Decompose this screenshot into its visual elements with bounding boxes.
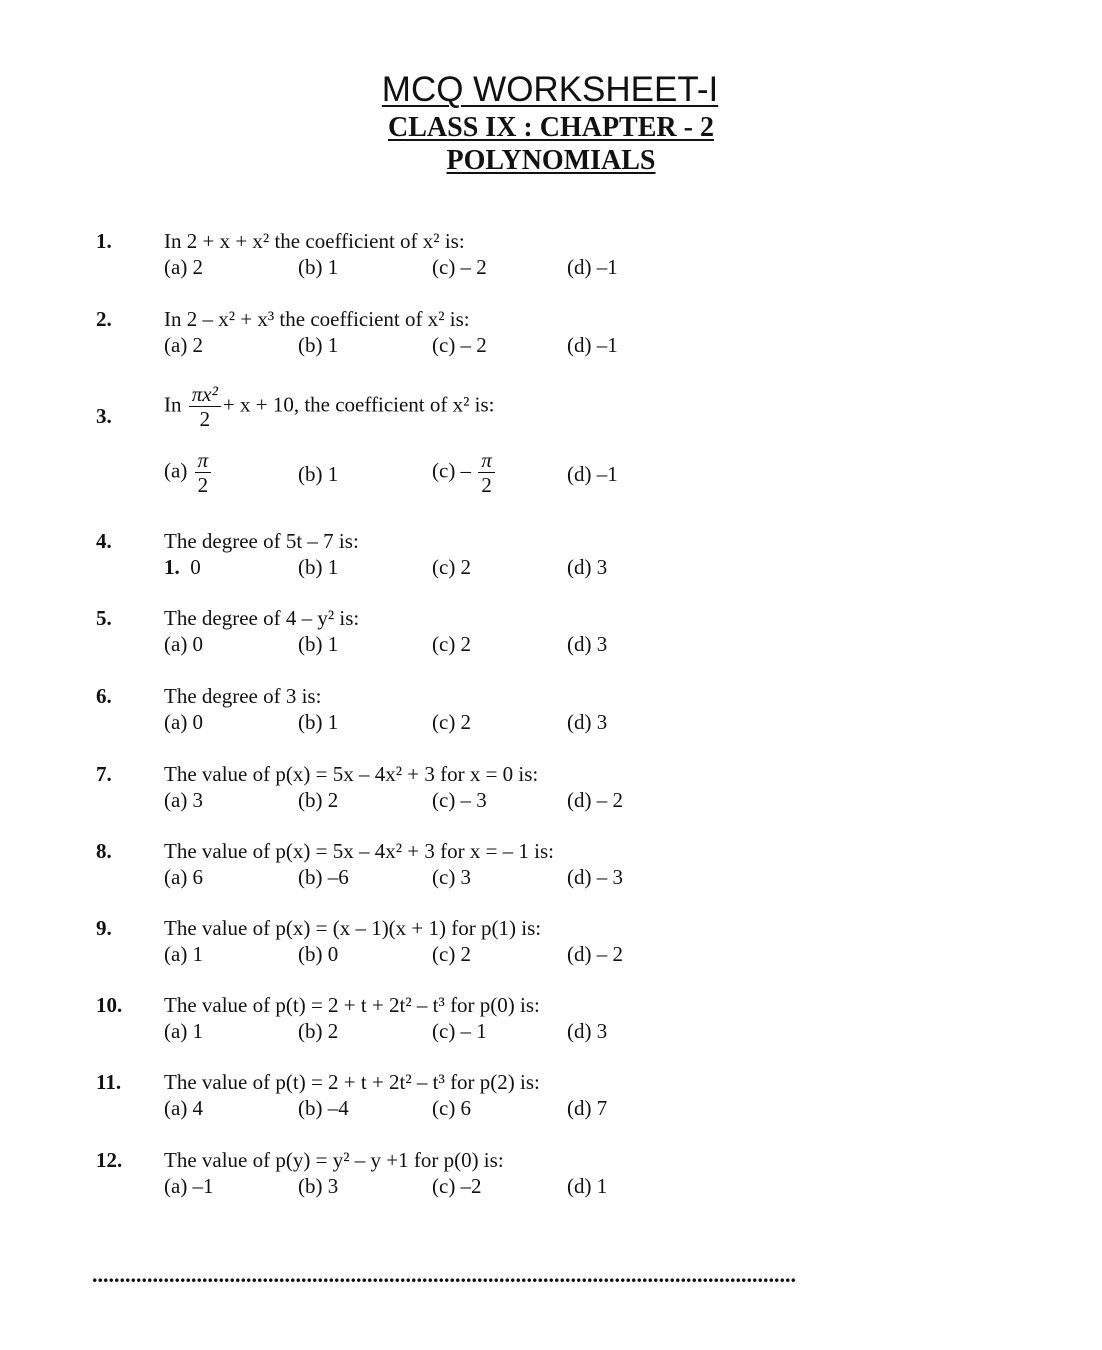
option-b: (b) 2 [298, 1019, 339, 1043]
option-number: 1. [164, 555, 180, 579]
question-number: 10. [96, 993, 123, 1017]
question-text: In 2 – x² + x³ the coefficient of x² is: [164, 307, 470, 331]
option-c: (c) – 2 [432, 255, 487, 279]
question-4 [0, 529, 1080, 589]
option-a: (a) 6 [164, 865, 204, 889]
question-number: 4. [96, 529, 112, 553]
question-text: The value of p(x) = 5x – 4x² + 3 for x = 0 is: [164, 762, 539, 786]
option-d: (d) –1 [567, 333, 618, 357]
option-b: (b) 1 [298, 632, 339, 656]
option-label: (a) [164, 458, 188, 483]
option-b: (b) 3 [298, 1174, 339, 1198]
option-d: (d) 3 [567, 632, 608, 656]
question-11 [0, 1070, 1080, 1130]
question-text: The degree of 4 – y² is: [164, 606, 360, 630]
fraction-numerator: πx² [189, 382, 221, 407]
option-a [164, 448, 213, 497]
option-a: (a) 2 [164, 255, 204, 279]
question-3 [0, 382, 1080, 497]
option-c: (c) 2 [432, 632, 472, 656]
option-b: (b) 1 [298, 462, 339, 486]
question-text: The value of p(x) = (x – 1)(x + 1) for p(1) is: [164, 916, 542, 940]
option-b: (b) 2 [298, 788, 339, 812]
question-text: In 2 + x + x² the coefficient of x² is: [164, 229, 465, 253]
option-d: (d) –1 [567, 255, 618, 279]
question-9 [0, 916, 1080, 976]
option-c: (c) 2 [432, 710, 472, 734]
option-c: (c) 2 [432, 555, 472, 579]
option-a: (a) –1 [164, 1174, 214, 1198]
pi-over-2 [195, 448, 212, 497]
option-d: (d) – 2 [567, 788, 623, 812]
question-7 [0, 762, 1080, 822]
question-suffix: + x + 10, the coefficient of x² is: [222, 392, 495, 417]
option-b: (b) 0 [298, 942, 339, 966]
question-8 [0, 839, 1080, 899]
fraction-numerator: π [195, 448, 212, 473]
option-d: (d) 3 [567, 710, 608, 734]
option-b: (b) 1 [298, 333, 339, 357]
option-c: (c) –2 [432, 1174, 482, 1198]
option-c: (c) – 2 [432, 333, 487, 357]
minus-pi-over-2 [478, 448, 495, 497]
option-d: (d) – 2 [567, 942, 623, 966]
option-c: (c) – 1 [432, 1019, 487, 1043]
question-10 [0, 993, 1080, 1053]
question-number: 5. [96, 606, 112, 630]
question-number: 6. [96, 684, 112, 708]
question-text: The value of p(y) = y² – y +1 for p(0) is: [164, 1148, 504, 1172]
option-d: (d) – 3 [567, 865, 623, 889]
question-number: 1. [96, 229, 112, 253]
option-a: (a) 2 [164, 333, 204, 357]
question-number: 11. [96, 1070, 122, 1094]
option-a: (a) 1 [164, 1019, 204, 1043]
option-d: (d) 1 [567, 1174, 608, 1198]
option-d: (d) 7 [567, 1096, 608, 1120]
pi-x-squared-over-2 [189, 382, 221, 431]
option-a: (a) 0 [164, 710, 204, 734]
question-number: 8. [96, 839, 112, 863]
option-d: (d) –1 [567, 462, 618, 486]
question-text: The value of p(x) = 5x – 4x² + 3 for x = – 1 is: [164, 839, 555, 863]
question-6 [0, 684, 1080, 744]
class-chapter-heading: CLASS IX : CHAPTER - 2 [388, 112, 714, 143]
option-a: (a) 3 [164, 788, 204, 812]
question-1 [0, 229, 1080, 289]
question-text: The degree of 5t – 7 is: [164, 529, 359, 553]
option-d: (d) 3 [567, 1019, 608, 1043]
option-c: (c) 2 [432, 942, 472, 966]
option-a: (a) 0 [164, 632, 204, 656]
question-text [164, 382, 495, 431]
fraction-denominator: 2 [197, 473, 209, 497]
question-prefix: In [164, 392, 182, 417]
question-number: 12. [96, 1148, 123, 1172]
question-number: 7. [96, 762, 112, 786]
subject-heading: POLYNOMIALS [446, 145, 656, 176]
worksheet-title: MCQ WORKSHEET-I [381, 70, 719, 109]
fraction-numerator: π [478, 448, 495, 473]
option-b: (b) –4 [298, 1096, 349, 1120]
question-5 [0, 606, 1080, 666]
option-a: (a) 4 [164, 1096, 204, 1120]
question-number: 9. [96, 916, 112, 940]
question-2 [0, 307, 1080, 367]
question-12 [0, 1148, 1080, 1208]
option-label: (c) – [432, 458, 472, 483]
option-b: (b) 1 [298, 555, 339, 579]
question-number: 2. [96, 307, 112, 331]
question-text: The value of p(t) = 2 + t + 2t² – t³ for p(2) is: [164, 1070, 540, 1094]
question-text: The value of p(t) = 2 + t + 2t² – t³ for p(0) is: [164, 993, 540, 1017]
option-a [164, 555, 201, 580]
option-c [432, 448, 497, 497]
option-c: (c) 3 [432, 865, 472, 889]
fraction-denominator: 2 [481, 473, 492, 497]
option-b: (b) –6 [298, 865, 349, 889]
option-a: (a) 1 [164, 942, 204, 966]
option-c: (c) – 3 [432, 788, 487, 812]
option-b: (b) 1 [298, 255, 339, 279]
fraction-denominator: 2 [199, 407, 211, 431]
option-c: (c) 6 [432, 1096, 472, 1120]
question-number: 3. [96, 404, 112, 428]
option-d: (d) 3 [567, 555, 608, 579]
dotted-divider: ................................................................................................................................ [92, 1262, 796, 1287]
option-value: 0 [190, 555, 201, 579]
question-text: The degree of 3 is: [164, 684, 322, 708]
option-b: (b) 1 [298, 710, 339, 734]
